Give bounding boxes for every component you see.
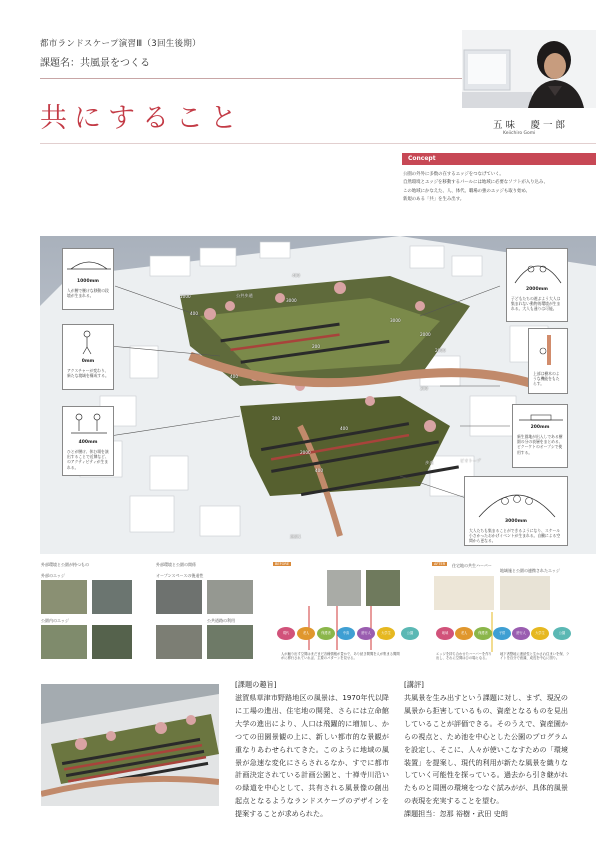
model-label: 歩道 xyxy=(425,460,434,465)
user-group-oval: 子供 xyxy=(493,627,511,640)
review-heading: [講評] xyxy=(404,680,424,689)
task-name: 課題名：共風景をつくる xyxy=(40,58,150,69)
after-caption-2: 地下者整地に連続性と生かされ住まいを保、ライトを自分で意識、成長を中心に図り。 xyxy=(500,652,570,661)
site-photo xyxy=(207,625,253,659)
dimension-label: 2000 xyxy=(300,450,311,455)
after-badge: AFTER xyxy=(434,562,446,566)
dimension-label: 200 xyxy=(420,386,428,391)
canopy-sketch-icon xyxy=(529,331,569,367)
site-photo xyxy=(41,580,87,614)
dimension-label: 200 xyxy=(272,416,280,421)
callout-dimension: 400mm xyxy=(78,440,98,445)
large-arch-sketch-icon xyxy=(465,479,569,519)
panel-left-caption-2: 公園内のエッジ xyxy=(41,618,69,623)
callout-1000mm xyxy=(62,248,114,310)
section-sketch-icon xyxy=(63,253,115,273)
model-label: 遊路1 xyxy=(290,534,302,539)
after-caption-1: エッジを持ち合わせたハーバーを作り出し、それに空間はひの場となる。 xyxy=(436,652,492,661)
callout-description: 人が腰で腰けな移動の段境が生まれる。 xyxy=(67,288,109,299)
sketch-image xyxy=(434,576,494,610)
site-photo xyxy=(327,570,361,606)
callout-description: 新生園地が出入しである樹園の分の表層をまとめる、ピクーケトのオープシで使用する。 xyxy=(517,434,563,455)
user-group-oval: 地域 xyxy=(436,627,454,640)
callout-description: アクスチャーが変わり、新たな境域を構成する。 xyxy=(67,368,109,379)
model-label: 公共歩道 xyxy=(236,293,253,298)
dimension-label: 3000 xyxy=(390,318,401,323)
arch-sketch-icon xyxy=(507,251,569,285)
user-group-oval: 公園 xyxy=(401,627,419,640)
before-badge: BEFORE xyxy=(275,562,290,566)
user-group-oval: 現代 xyxy=(277,627,295,640)
review-text: 共風景を生み出すという課題に対し、まず、現況の風景から拒害しているもの、資産となるものを見出していることが評価できる。そのうえで、資産園からの視点と、ため池を中心とした公園のプログラムを設定し、そこに、人々が使いこなすための「環境装置」を提案し、現代的利用が新たな風景を織りなしていく可能性を探っている。過去から引き継がれたものと周囲の環境をつなぐ試みがが、具体的風景の表現を充実することを望む。 xyxy=(404,693,568,806)
callout-description: ひとが腰け、休む場を演出することで近隣など、のアクティビティが生まれる。 xyxy=(67,449,109,470)
model-photo xyxy=(40,236,596,554)
model-closeup-photo xyxy=(41,684,219,806)
panel-right-title-2: 地域施と公園の連携されたエッジ xyxy=(500,568,560,573)
model-label: ビオトープ xyxy=(460,458,481,463)
before-caption: 人が触り出す空間はまだまだ各種情報が豊かで、あり続き間間を人が集まる間間がに移行されていれば、主要のパターンを見せる。 xyxy=(281,652,400,661)
user-group-oval: 大学生 xyxy=(531,627,549,640)
callout-dimension: 3000mm xyxy=(505,519,527,524)
dimension-label: 400 xyxy=(315,468,323,473)
callout-dimension: 200mm xyxy=(530,425,550,430)
author-name-en: Keiichiro Gomi xyxy=(503,131,536,136)
user-group-oval: 大学生 xyxy=(377,627,395,640)
aims-section xyxy=(235,680,389,821)
dimension-label: 2000 xyxy=(420,332,431,337)
concept-line: この地域にかなえた、人、体代、職場の強のエッジも取り始め、 xyxy=(403,188,531,194)
site-photo xyxy=(92,580,132,614)
callout-3000mm xyxy=(464,476,568,546)
author-name: 五味 慶一郎 xyxy=(493,120,569,131)
user-group-oval: 老人 xyxy=(455,627,473,640)
user-group-oval: 老人 xyxy=(297,627,315,640)
user-group-oval: 公園 xyxy=(553,627,571,640)
concept-line: 新規のある「共」を生み出す。 xyxy=(403,197,465,203)
user-group-oval: 遊行人 xyxy=(357,627,375,640)
panel-mid-caption-1: オープンスペースの後退性 xyxy=(156,573,204,578)
user-group-oval: 中高 xyxy=(337,627,355,640)
callout-description: 上部は樹木のような機能をもたらす。 xyxy=(533,371,560,387)
dimension-label: 400 xyxy=(190,311,198,316)
dimension-label: 400 xyxy=(292,273,300,278)
instructor-credit: 課題担当：忽那 裕樹・武田 史朗 xyxy=(404,809,508,819)
dimension-label: 2000 xyxy=(435,348,446,353)
panel-left-caption-1: 外部のエッジ xyxy=(41,573,65,578)
figure-sketch-icon xyxy=(63,329,115,355)
aims-heading: [課題の趣旨] xyxy=(235,680,277,689)
user-group-oval: 遊行人 xyxy=(512,627,530,640)
panel-right-title-1: 住宅地の共生ハーバー xyxy=(452,563,492,568)
site-photo xyxy=(92,625,132,659)
callout-400mm xyxy=(62,406,114,476)
course-name: 都市ランドスケープ演習Ⅲ（3回生後期） xyxy=(40,39,201,49)
concept-line: 公園の外外に多数の在するエッジをつなげていく。 xyxy=(403,172,504,177)
sketch-image xyxy=(500,576,550,610)
seated-figures-sketch-icon xyxy=(63,411,115,437)
author-photo xyxy=(462,30,596,108)
callout-canopy xyxy=(528,328,568,394)
site-photo xyxy=(156,580,202,614)
callout-2000mm xyxy=(506,248,568,322)
dimension-label: 3000 xyxy=(286,298,297,303)
site-photo xyxy=(156,625,202,659)
site-photo xyxy=(207,580,253,614)
dimension-label: 400 xyxy=(230,374,238,379)
dimension-label: 1000 xyxy=(180,294,191,299)
user-group-oval: 保護者 xyxy=(317,627,335,640)
aims-text: 滋賀県草津市野路地区の風景は、1970年代以降に工場の進出、住宅地の開発、さらには立命館大学の進出により、人口は飛躍的に増加し、かつての田園景観の上に、新しい都市的な景観が重なりあわせられてきた。このように地域の風景が急速な変化にさらされるなか、すでに都市計画決定されている計画公園と、十禅寺川沿いの緑道を中心として、共有される風景像の創出起点となるようなランドスケープのデザインを提案することが求められた。 xyxy=(235,693,389,819)
model-closeup-illustration xyxy=(41,684,219,806)
panel-mid-caption-2: 公共道路の利用 xyxy=(207,618,235,623)
callout-description: 子どもたちの遊ぶよう大人は集まれない動物的環境が生まれる。大人も通りは可能。 xyxy=(511,296,561,312)
dimension-label: 200 xyxy=(312,344,320,349)
page-title: 共にすること xyxy=(40,103,244,134)
step-sketch-icon xyxy=(513,408,569,424)
concept-line: 自然環境とエッジを移動するパールには地域に必要なソフトが入り込み、 xyxy=(403,180,548,186)
dimension-label: 400 xyxy=(340,426,348,431)
title-divider xyxy=(40,143,596,144)
callout-0mm xyxy=(62,324,114,390)
user-group-oval: 保護者 xyxy=(474,627,492,640)
concept-heading: Concept xyxy=(402,153,596,165)
callout-description: 大人たちも集まることができるようになり、スケール小さかったおかげイベントが生まれる。自働による空間から更なる。 xyxy=(469,528,561,544)
concept-text xyxy=(403,171,596,205)
callout-200mm xyxy=(512,404,568,468)
panel-left-title: 外部環境と公園が持つもの xyxy=(41,562,89,567)
review-section xyxy=(404,680,568,821)
panel-mid-title: 外部環境と公園の関係 xyxy=(156,562,196,567)
callout-dimension: 0mm xyxy=(81,359,95,364)
site-photo xyxy=(41,625,87,659)
site-photo xyxy=(366,570,400,606)
callout-dimension: 1000mm xyxy=(77,279,99,284)
callout-dimension: 2000mm xyxy=(526,287,548,292)
